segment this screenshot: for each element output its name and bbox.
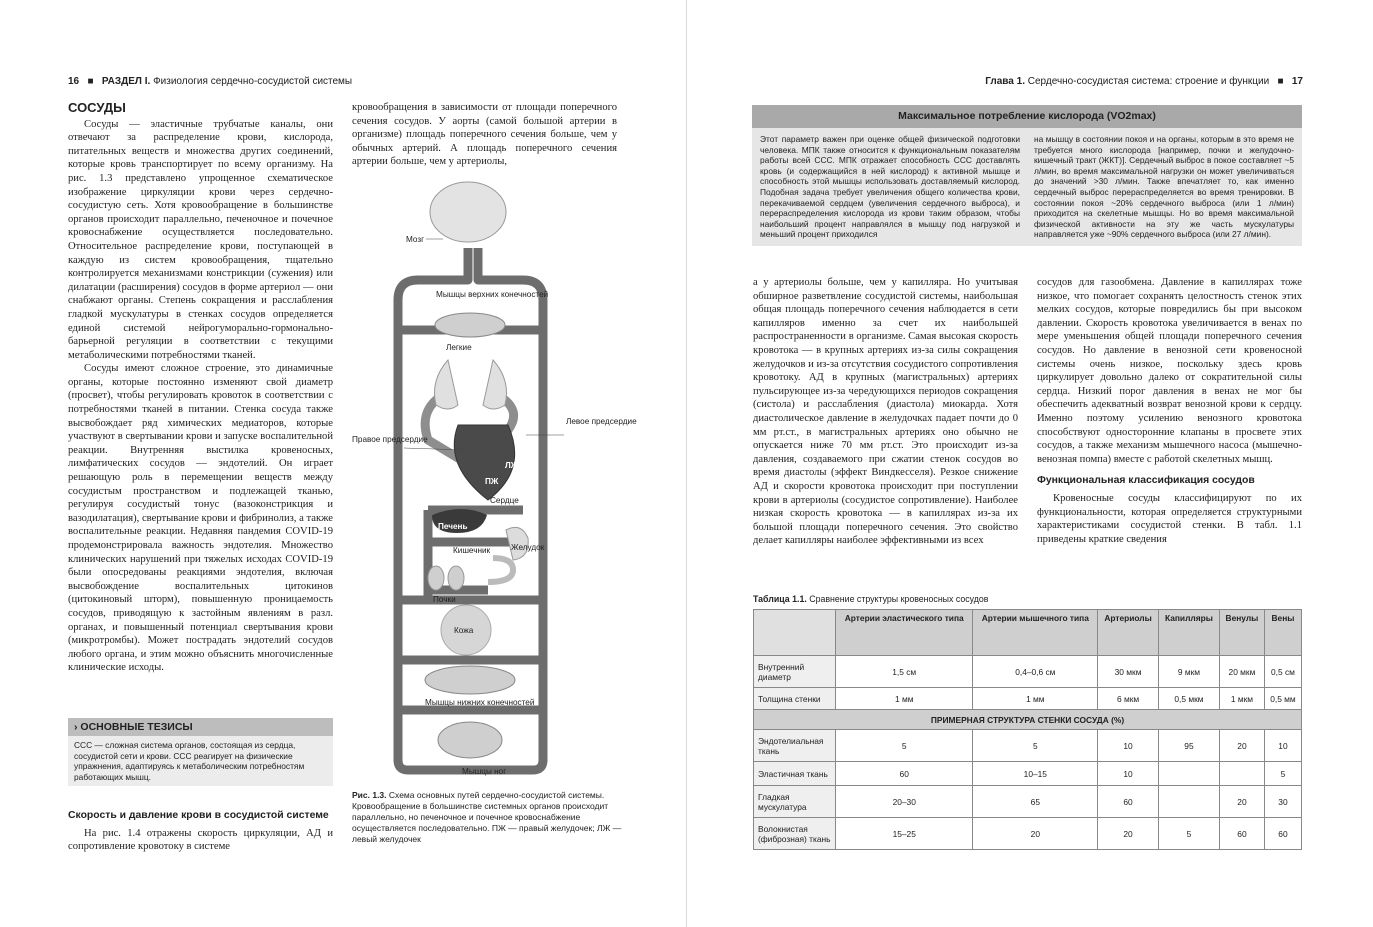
label-lv: ЛЖ — [505, 461, 519, 470]
paragraph: сосудов для газообмена. Давление в капиллярах тоже низкое, что помогает сохранять целостность стенок этих мелких сосудов, которые повредились бы при высоком давлении. Скорость кровотока увеличивается в венах по мере уменьшения общей площади поперечного сечения сосудов. Но давление в венозной сети кровеносной системы очень низкое, поскольку здесь кровь циркулирует довольно далеко от сократительной силы сердца. Низкий порог давления в венах не мог бы обеспечить адекватный возврат венозной крови к сердцу. Именно поэтому усилению венозного кровотока способствуют односторонние клапаны в просвете этих сосудов, а также механизм мышечного насоса (мышечно-венозная помпа) вместе с работой скелетных мышц. — [1037, 277, 1302, 465]
left-column-2 — [352, 101, 617, 169]
table-cell: 1 мм — [836, 688, 973, 710]
right-column-1 — [753, 276, 1018, 548]
brain-icon — [430, 182, 506, 242]
paragraph: На рис. 1.4 отражены скорость циркуляции, АД и сопротивление кровотоку в системе — [68, 827, 333, 853]
table-header-cell — [754, 610, 836, 656]
caption-text: Схема основных путей сердечно-сосудистой системы. Кровообращение в большинстве системных органов происходит параллельно, но печеночное и почечное кровоснабжение осуществляется последовательно. ПЖ — правый желудочек; ЛЖ — левый желудочек — [352, 790, 622, 844]
table-header-row — [754, 610, 1302, 656]
table-cell: 5 — [836, 730, 973, 762]
left-running-header: 16 ■ РАЗДЕЛ I. Физиология сердечно-сосудистой системы — [68, 76, 353, 87]
right-page-number: 17 — [1291, 76, 1303, 87]
table-cell: 10 — [1098, 762, 1159, 786]
table-cell: 20 — [1220, 730, 1265, 762]
table-section-row — [754, 710, 1302, 730]
table-row — [754, 762, 1302, 786]
label-skin: Кожа — [454, 626, 474, 635]
leg-muscle-icon — [438, 722, 502, 758]
lungs-icon — [435, 360, 507, 409]
vo2max-box-title: Максимальное потребление кислорода (VO2max) — [752, 105, 1302, 128]
table-title: Сравнение структуры кровеносных сосудов — [809, 594, 989, 604]
right-header-chapter: Глава 1. — [985, 76, 1025, 87]
table-cell: 60 — [836, 762, 973, 786]
paragraph: кровообращения в зависимости от площади поперечного сечения сосудов. У аорты (самой большой артерии в организме) площадь поперечного сечения больше, чем у обычных артерий. А площадь поперечного сечения артерии больше, чем у артериолы, — [352, 102, 617, 168]
upper-limb-muscle-icon — [435, 313, 505, 337]
table-cell: 20–30 — [836, 786, 973, 818]
paragraph: а у артериолы больше, чем у капилляра. Но учитывая обширное разветвление сосудистой системы, наибольшая общая площадь поперечного сечения наблюдается в сети капилляров именно за счет их наибольшей распространенности в организме. Самая высокая скорость кровотока — в крупных артериях из-за силы сокращения желудочков и из-за отсутствия сосудистого сопротивления кровотоку. АД в крупных (магистральных) артериях пульсирующее из-за чередующихся периодов сокращения (систола) и расслабления (диастола) миокарда. Хотя диастолическое давление в желудочках падает почти до 0 мм рт.ст., в магистральных артериях оно обычно не опускается ниже 70 мм рт.ст. Это происходит из-за давления, создаваемого при сжатии стенок сосудов во время диастолы (эффект Виндкесселя). Резкое снижение АД и скорости кровотока происходит при поступлении крови в артериолы (сосудистое сопротивление). Наиболее низкая скорость кровотока — в капиллярах из-за их большой площади поперечного сечения. Это свойство делает капилляры наиболее эффективными из всех — [753, 277, 1018, 547]
left-header-section: РАЗДЕЛ I. — [101, 76, 151, 87]
label-left-atrium: Левое предсердие — [566, 417, 637, 426]
key-theses-text: ССС — сложная система органов, состоящая из сердца, сосудистой сети и крови. ССС реагирует на физические упражнения, адаптируясь к метаболическим потребностям работающих мышц. — [68, 736, 333, 786]
table-row — [754, 730, 1302, 762]
label-liver: Печень — [438, 522, 468, 531]
vo2max-box-text-right: на мышцу в состоянии покоя и на органы, которым в это время не требуется много кислорода [например, почки и желудочно-кишечный тракт (ЖКТ)]. Сердечный выброс в покое составляет ~5 л/мин, во время максимальной нагрузки он может увеличиваться до значений >30 л/мин. Также впечатляет то, как именно сердечный выброс перераспределяется во время тренировки. В состоянии покоя ~20% сердечного выброса (или 1 л/мин) приходится на скелетные мышцы. Но во время максимальной физической активности на эту же часть мускулатуры направляется уже ~90% сердечного выброса (или 27 л/мин). — [1034, 134, 1294, 240]
table-cell: 95 — [1158, 730, 1219, 762]
table-cell: 60 — [1220, 818, 1265, 850]
table-cell: 30 мкм — [1098, 656, 1159, 688]
table-cell: 6 мкм — [1098, 688, 1159, 710]
table-cell: 65 — [973, 786, 1098, 818]
table-cell: 10–15 — [973, 762, 1098, 786]
intestine-icon — [488, 558, 513, 582]
table-cell: 9 мкм — [1158, 656, 1219, 688]
left-page-number: 16 — [68, 76, 80, 87]
paragraph: Сосуды имеют сложное строение, это динамичные органы, которые постоянно изменяют свой диаметр (просвет), чтобы регулировать кровоток в соответствии с потребностями тканей в питании. Стенка сосуда также высвобождает ряд химических медиаторов, которые участвуют в свертывании крови и запуске воспалительной реакции. Внутренняя выстилка кровеносных, лимфатических сосудов — эндотелий. Он играет решающую роль в перемещении веществ между сосудистым пространством и подлежащей тканью, регулируя сосудистый тонус (вазоконстрикция и вазодилатация), свертывание крови и фибринолиз, а также воспалительные реакции. Недавняя пандемия COVID-19 продемонстрировала важность эндотелия. Множество клинических нарушений при тяжелых исходах COVID-19 были опосредованы реакциями эндотелия, включая высвобождение воспалительных цитокинов (цитокиновый шторм), повышенную проницаемость сосудов, приводящую к застойным явлениям в разл. органах, и повышенный потенциал свертывания крови (микротромбы). Может пострадать эндотелий сосудов любого органа, и этим можно объяснить многочисленные клинические исходы. — [68, 363, 333, 674]
table-cell: 20 мкм — [1220, 656, 1265, 688]
table-cell: 60 — [1264, 818, 1301, 850]
table-cell: 20 — [1098, 818, 1159, 850]
label-right-atrium: Правое предсердие — [352, 435, 428, 444]
right-header-title: Сердечно-сосудистая система: строение и функции — [1027, 76, 1270, 87]
table-row-label: Эластичная ткань — [754, 762, 836, 786]
label-intestine: Кишечник — [453, 546, 491, 555]
left-header-title: Физиология сердечно-сосудистой системы — [153, 76, 353, 87]
label-lungs: Легкие — [446, 343, 472, 352]
label-brain: Мозг — [406, 235, 425, 244]
table-cell: 0,4–0,6 см — [973, 656, 1098, 688]
table-row — [754, 688, 1302, 710]
left-column-1 — [68, 101, 333, 675]
table-cell: 20 — [1220, 786, 1265, 818]
table-cell — [1158, 786, 1219, 818]
table-caption — [753, 594, 988, 604]
kidney-icon — [428, 566, 444, 590]
table-header-cell: Артерии мышечного типа — [973, 610, 1098, 656]
table-cell: 15–25 — [836, 818, 973, 850]
table-cell: 5 — [1158, 818, 1219, 850]
vo2max-box-text-left: Этот параметр важен при оценке общей физической подготовки человека. МПК также относится к функциональным показателям работы всей ССС. МПК отражает способность ССС доставлять кровь (и содержащийся в ней кислород) к активной мышце и способность этой мышцы использовать доставляемый кислород. Подобная задача требует увеличения общего количества крови, перекачиваемой сердцем (увеличения сердечного выброса), и перераспределения кислорода из крови таким образом, чтобы наибольший процент направлялся в мышцу под нагрузкой и меньший процент приходился — [760, 134, 1020, 240]
table-row-label: Толщина стенки — [754, 688, 836, 710]
table-cell: 0,5 мкм — [1158, 688, 1219, 710]
table-cell: 5 — [1264, 762, 1301, 786]
table-row-label: Внутренний диаметр — [754, 656, 836, 688]
table-cell: 0,5 мм — [1264, 688, 1301, 710]
table-cell: 10 — [1098, 730, 1159, 762]
table-row-label: Гладкая мускулатура — [754, 786, 836, 818]
table-cell: 5 — [973, 730, 1098, 762]
table-cell: 1 мкм — [1220, 688, 1265, 710]
table-cell: 60 — [1098, 786, 1159, 818]
table-row-label: Волокнистая (фиброзная) ткань — [754, 818, 836, 850]
lower-limb-muscle-icon — [425, 666, 515, 694]
table-cell: 1,5 см — [836, 656, 973, 688]
right-running-header: Глава 1. Сердечно-сосудистая система: строение и функции ■ 17 — [985, 76, 1303, 87]
table-header-cell: Артериолы — [1098, 610, 1159, 656]
table-label: Таблица 1.1. — [753, 594, 807, 604]
label-lower-limbs: Мышцы нижних конечностей — [425, 698, 535, 707]
label-upper-limbs: Мышцы верхних конечностей — [436, 290, 549, 299]
left-page — [0, 0, 686, 927]
label-legs: Мышцы ног — [462, 767, 507, 776]
right-column-2 — [1037, 276, 1302, 546]
subheading: Функциональная классификация сосудов — [1037, 475, 1255, 487]
label-stomach: Желудок — [511, 543, 545, 552]
table-cell: 30 — [1264, 786, 1301, 818]
table-row — [754, 656, 1302, 688]
kidney-icon — [448, 566, 464, 590]
table-section-title: ПРИМЕРНАЯ СТРУКТУРА СТЕНКИ СОСУДА (%) — [754, 710, 1302, 730]
table-cell: 20 — [973, 818, 1098, 850]
key-theses-title: › ОСНОВНЫЕ ТЕЗИСЫ — [68, 718, 333, 736]
table-cell: 0,5 см — [1264, 656, 1301, 688]
table-cell: 1 мм — [973, 688, 1098, 710]
subheading: Скорость и давление крови в сосудистой системе — [68, 810, 329, 821]
table-header-cell: Капилляры — [1158, 610, 1219, 656]
label-heart: Сердце — [490, 496, 519, 505]
table-row — [754, 818, 1302, 850]
vo2max-box — [752, 105, 1302, 246]
key-theses-box — [68, 718, 333, 786]
left-column-1-bottom — [68, 801, 333, 854]
table-header-cell: Артерии эластического типа — [836, 610, 973, 656]
circulation-diagram — [348, 170, 637, 780]
table-row — [754, 786, 1302, 818]
figure-caption — [352, 790, 622, 845]
section-heading: СОСУДЫ — [68, 100, 126, 115]
table-cell — [1220, 762, 1265, 786]
table-header-cell: Вены — [1264, 610, 1301, 656]
table-cell: 10 — [1264, 730, 1301, 762]
table-header-cell: Венулы — [1220, 610, 1265, 656]
label-kidneys: Почки — [433, 595, 456, 604]
table-cell — [1158, 762, 1219, 786]
label-rv: ПЖ — [485, 477, 499, 486]
paragraph: Сосуды — эластичные трубчатые каналы, они отвечают за распределение крови, кислорода, питательных веществ и множества других соединений, которые кровь транспортирует по всему организму. На рис. 1.3 представлено упрощенное схематическое изображение циркуляции крови через сердечно-сосудистую сеть. Хотя кровообращение в большинстве органов происходит параллельно, печеночное и почечное кровоснабжение осуществляется последовательно. Относительное распределение крови, поступающей в каждую из систем кровообращения, тщательно контролируется механизмами констрикции (сужения) или дилатации (расширения) сосудов в форме артериол — они снабжают органы. Степень сокращения и расслабления гладкой мускулатуры в стенках сосудов определяется единой системой нейрогуморально-гормонально-барьерной регуляции в соответствии с текущими метаболическими потребностями тканей. — [68, 118, 333, 361]
vessel-comparison-table — [753, 609, 1302, 850]
caption-label: Рис. 1.3. — [352, 790, 387, 800]
paragraph: Кровеносные сосуды классифицируют по их функциональности, которая определяется структурными характеристиками сосудистой стенки. В табл. 1.1 приведены краткие сведения — [1037, 492, 1302, 545]
table-row-label: Эндотелиальная ткань — [754, 730, 836, 762]
